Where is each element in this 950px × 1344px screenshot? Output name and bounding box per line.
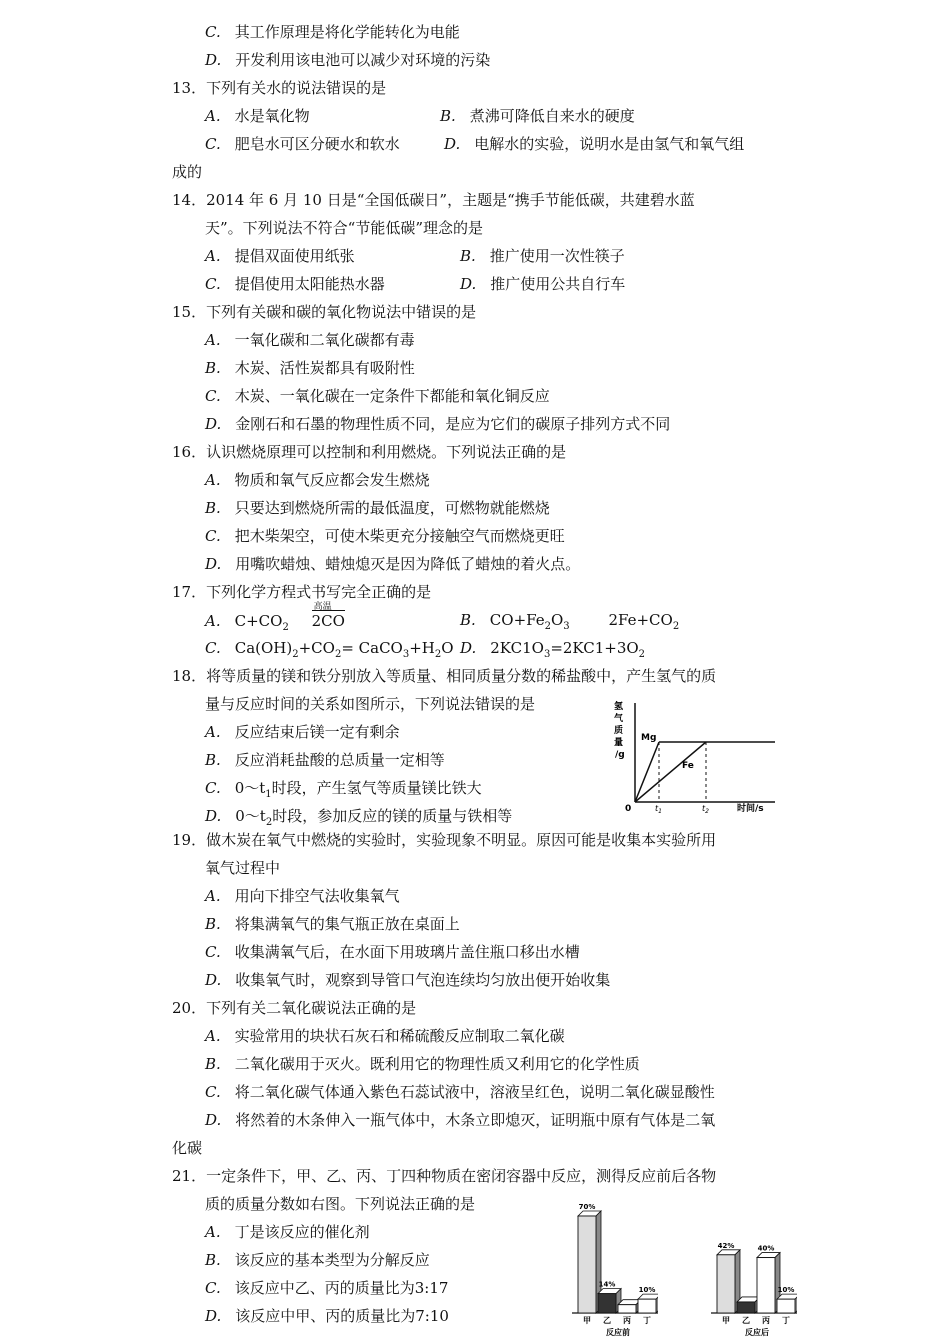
q17-a-product: 高温 2CO [311,602,345,630]
q16-option-c: C. 把木柴架空，可使木柴更充分接触空气而燃烧更旺 [205,527,565,545]
q21-option-a: A. 丁是该反应的催化剂 [205,1223,370,1241]
before-bar-top-3 [638,1294,658,1299]
q20-option-d: D. 将然着的木条伸入一瓶气体中，木条立即熄灭，证明瓶中原有气体是二氧 [205,1111,716,1129]
q13-stem: 13．下列有关水的说法错误的是 [172,79,387,97]
q13-option-d-cont: 成的 [172,163,203,181]
q15-stem: 15．下列有关碳和碳的氧化物说法中错误的是 [172,303,477,321]
q20-option-b: B. 二氧化碳用于灭火。既利用它的物理性质又利用它的化学性质 [205,1055,640,1073]
q13-option-a: A. 水是氧化物 [205,107,310,125]
q16-option-d: D. 用嘴吹蜡烛、蜡烛熄灭是因为降低了蜡烛的着火点。 [205,555,581,573]
y-axis-label-2: 气 [614,714,624,724]
q21-option-b: B. 该反应的基本类型为分解反应 [205,1251,430,1269]
q15-option-d: D. 金刚石和石墨的物理性质不同，是应为它们的碳原子排列方式不同 [205,415,671,433]
q20-option-c: C. 将二氧化碳气体通入紫色石蕊试液中，溶液呈红色，说明二氧化碳显酸性 [205,1083,715,1101]
q19-stem: 19．做木炭在氧气中燃烧的实验时，实验现象不明显。原因可能是收集本实验所用 [172,831,717,849]
q16-stem: 16．认识燃烧原理可以控制和利用燃烧。下列说法正确的是 [172,443,567,461]
q13-option-b: B. 煮沸可降低自来水的硬度 [440,107,635,125]
q18-stem: 18．将等质量的镁和铁分别放入等质量、相同质量分数的稀盐酸中，产生氢气的质 [172,667,717,685]
after-value-label-0: 42% [717,1241,735,1250]
q17-option-a: A. $C+CO_2$ 高温 2CO [205,602,345,633]
q21-option-c: C. 该反应中乙、丙的质量比为3:17 [205,1279,449,1297]
q14-option-d: D. 推广使用公共自行车 [460,275,626,293]
q20-option-d-cont: 化碳 [172,1139,203,1157]
q20-option-a: A. 实验常用的块状石灰石和稀硫酸反应制取二氧化碳 [205,1027,565,1045]
q18-option-b: B. 反应消耗盐酸的总质量一定相等 [205,751,445,769]
after-category-label-1: 乙 [742,1316,750,1325]
q19-option-c: C. 收集满氧气后，在水面下用玻璃片盖住瓶口移出水槽 [205,943,580,961]
after-bar-甲 [717,1255,735,1313]
series-mg-label: Mg [641,733,657,743]
q17-option-d: D. $2KC1O_3=2KC1+3O_2$ [460,639,646,660]
q16-option-a: A. 物质和氧气反应都会发生燃烧 [205,471,430,489]
t1-tick-label: $t_1$ [655,804,662,815]
series-mg-line [635,742,659,802]
before-title: 反应前 [606,1328,630,1337]
q16-option-b: B. 只要达到燃烧所需的最低温度，可燃物就能燃烧 [205,499,550,517]
q18-option-d: D. $0\sim t_2$时段，参加反应的镁的质量与铁相等 [205,807,513,828]
q15-option-b: B. 木炭、活性炭都具有吸附性 [205,359,415,377]
q21-chart-before [558,1203,658,1341]
q21-stem-cont: 质的质量分数如右图。下列说法正确的是 [205,1195,476,1213]
q13-option-d: D. 电解水的实验，说明水是由氢气和氧气组 [444,135,745,153]
y-axis-label-5: /g [615,750,625,760]
q21-chart-after [697,1223,797,1341]
q18-option-a: A. 反应结束后镁一定有剩余 [205,723,400,741]
q18-stem-cont: 量与反应时间的关系如图所示，下列说法错误的是 [205,695,536,713]
y-axis-label-3: 质 [614,726,624,736]
q17-option-c: C. $Ca(OH)_2+CO_2=$ $CaCO_3+H_2O$ [205,639,454,660]
t2-tick-label: $t_2$ [702,804,709,815]
q14-stem-cont: 天”。下列说法不符合“节能低碳”理念的是 [205,219,484,237]
series-fe-line [635,742,706,802]
q14-option-a: A. 提倡双面使用纸张 [205,247,355,265]
origin-label: 0 [625,804,632,814]
after-title: 反应后 [745,1328,769,1337]
before-bar-乙 [598,1294,616,1313]
q21-option-d: D. 该反应中甲、丙的质量比为7:10 [205,1307,449,1325]
q14-stem: 14．2014 年 6 月 10 日是“全国低碳日”，主题是“携手节能低碳，共建碧水蓝 [172,191,695,209]
q17-stem: 17．下列化学方程式书写完全正确的是 [172,583,432,601]
q19-option-b: B. 将集满氧气的集气瓶正放在桌面上 [205,915,460,933]
q18-hydrogen-graph [605,697,790,817]
q13-option-c: C. 肥皂水可区分硬水和软水 [205,135,400,153]
q21-stem: 21．一定条件下，甲、乙、丙、丁四种物质在密闭容器中反应，测得反应前后各物 [172,1167,717,1185]
after-value-label-2: 40% [757,1244,775,1253]
after-value-label-3: 10% [777,1286,795,1295]
q15-option-c: C. 木炭、一氧化碳在一定条件下都能和氧化铜反应 [205,387,550,405]
after-category-label-2: 丙 [762,1316,770,1325]
before-category-label-2: 丙 [623,1316,631,1325]
q18-option-c: C. $0\sim t_1$时段，产生氢气等质量镁比铁大 [205,779,482,800]
before-value-label-1: 14% [598,1280,616,1289]
before-category-label-0: 甲 [583,1316,591,1325]
q19-stem-cont: 氧气过程中 [205,859,281,877]
q12-option-c: C. 其工作原理是将化学能转化为电能 [205,23,460,41]
q15-option-a: A. 一氧化碳和二氧化碳都有毒 [205,331,415,349]
q20-stem: 20．下列有关二氧化碳说法正确的是 [172,999,417,1017]
before-value-label-0: 70% [578,1203,596,1211]
before-category-label-1: 乙 [603,1316,611,1325]
y-axis-label-4: 量 [614,738,624,748]
q19-option-a: A. 用向下排空气法收集氧气 [205,887,400,905]
before-bar-丙 [618,1305,636,1313]
after-bar-丁 [777,1299,795,1313]
after-category-label-3: 丁 [782,1316,790,1325]
q14-option-c: C. 提倡使用太阳能热水器 [205,275,385,293]
q17-option-b: B. $CO+Fe_2O_3$ $2Fe+CO_2$ [460,611,680,632]
after-category-label-0: 甲 [722,1316,730,1325]
after-bar-乙 [737,1302,755,1313]
x-axis-label: 时间/s [737,804,764,814]
y-axis-label-1: 氢 [614,702,624,712]
q19-option-d: D. 收集氧气时，观察到导管口气泡连续均匀放出便开始收集 [205,971,611,989]
q12-option-d: D. 开发利用该电池可以减少对环境的污染 [205,51,491,69]
before-value-label-3: 10% [638,1286,656,1295]
q14-option-b: B. 推广使用一次性筷子 [460,247,625,265]
after-bar-丙 [757,1258,775,1313]
series-fe-label: Fe [682,761,694,771]
before-bar-丁 [638,1299,656,1313]
before-bar-甲 [578,1216,596,1313]
before-category-label-3: 丁 [643,1316,651,1325]
